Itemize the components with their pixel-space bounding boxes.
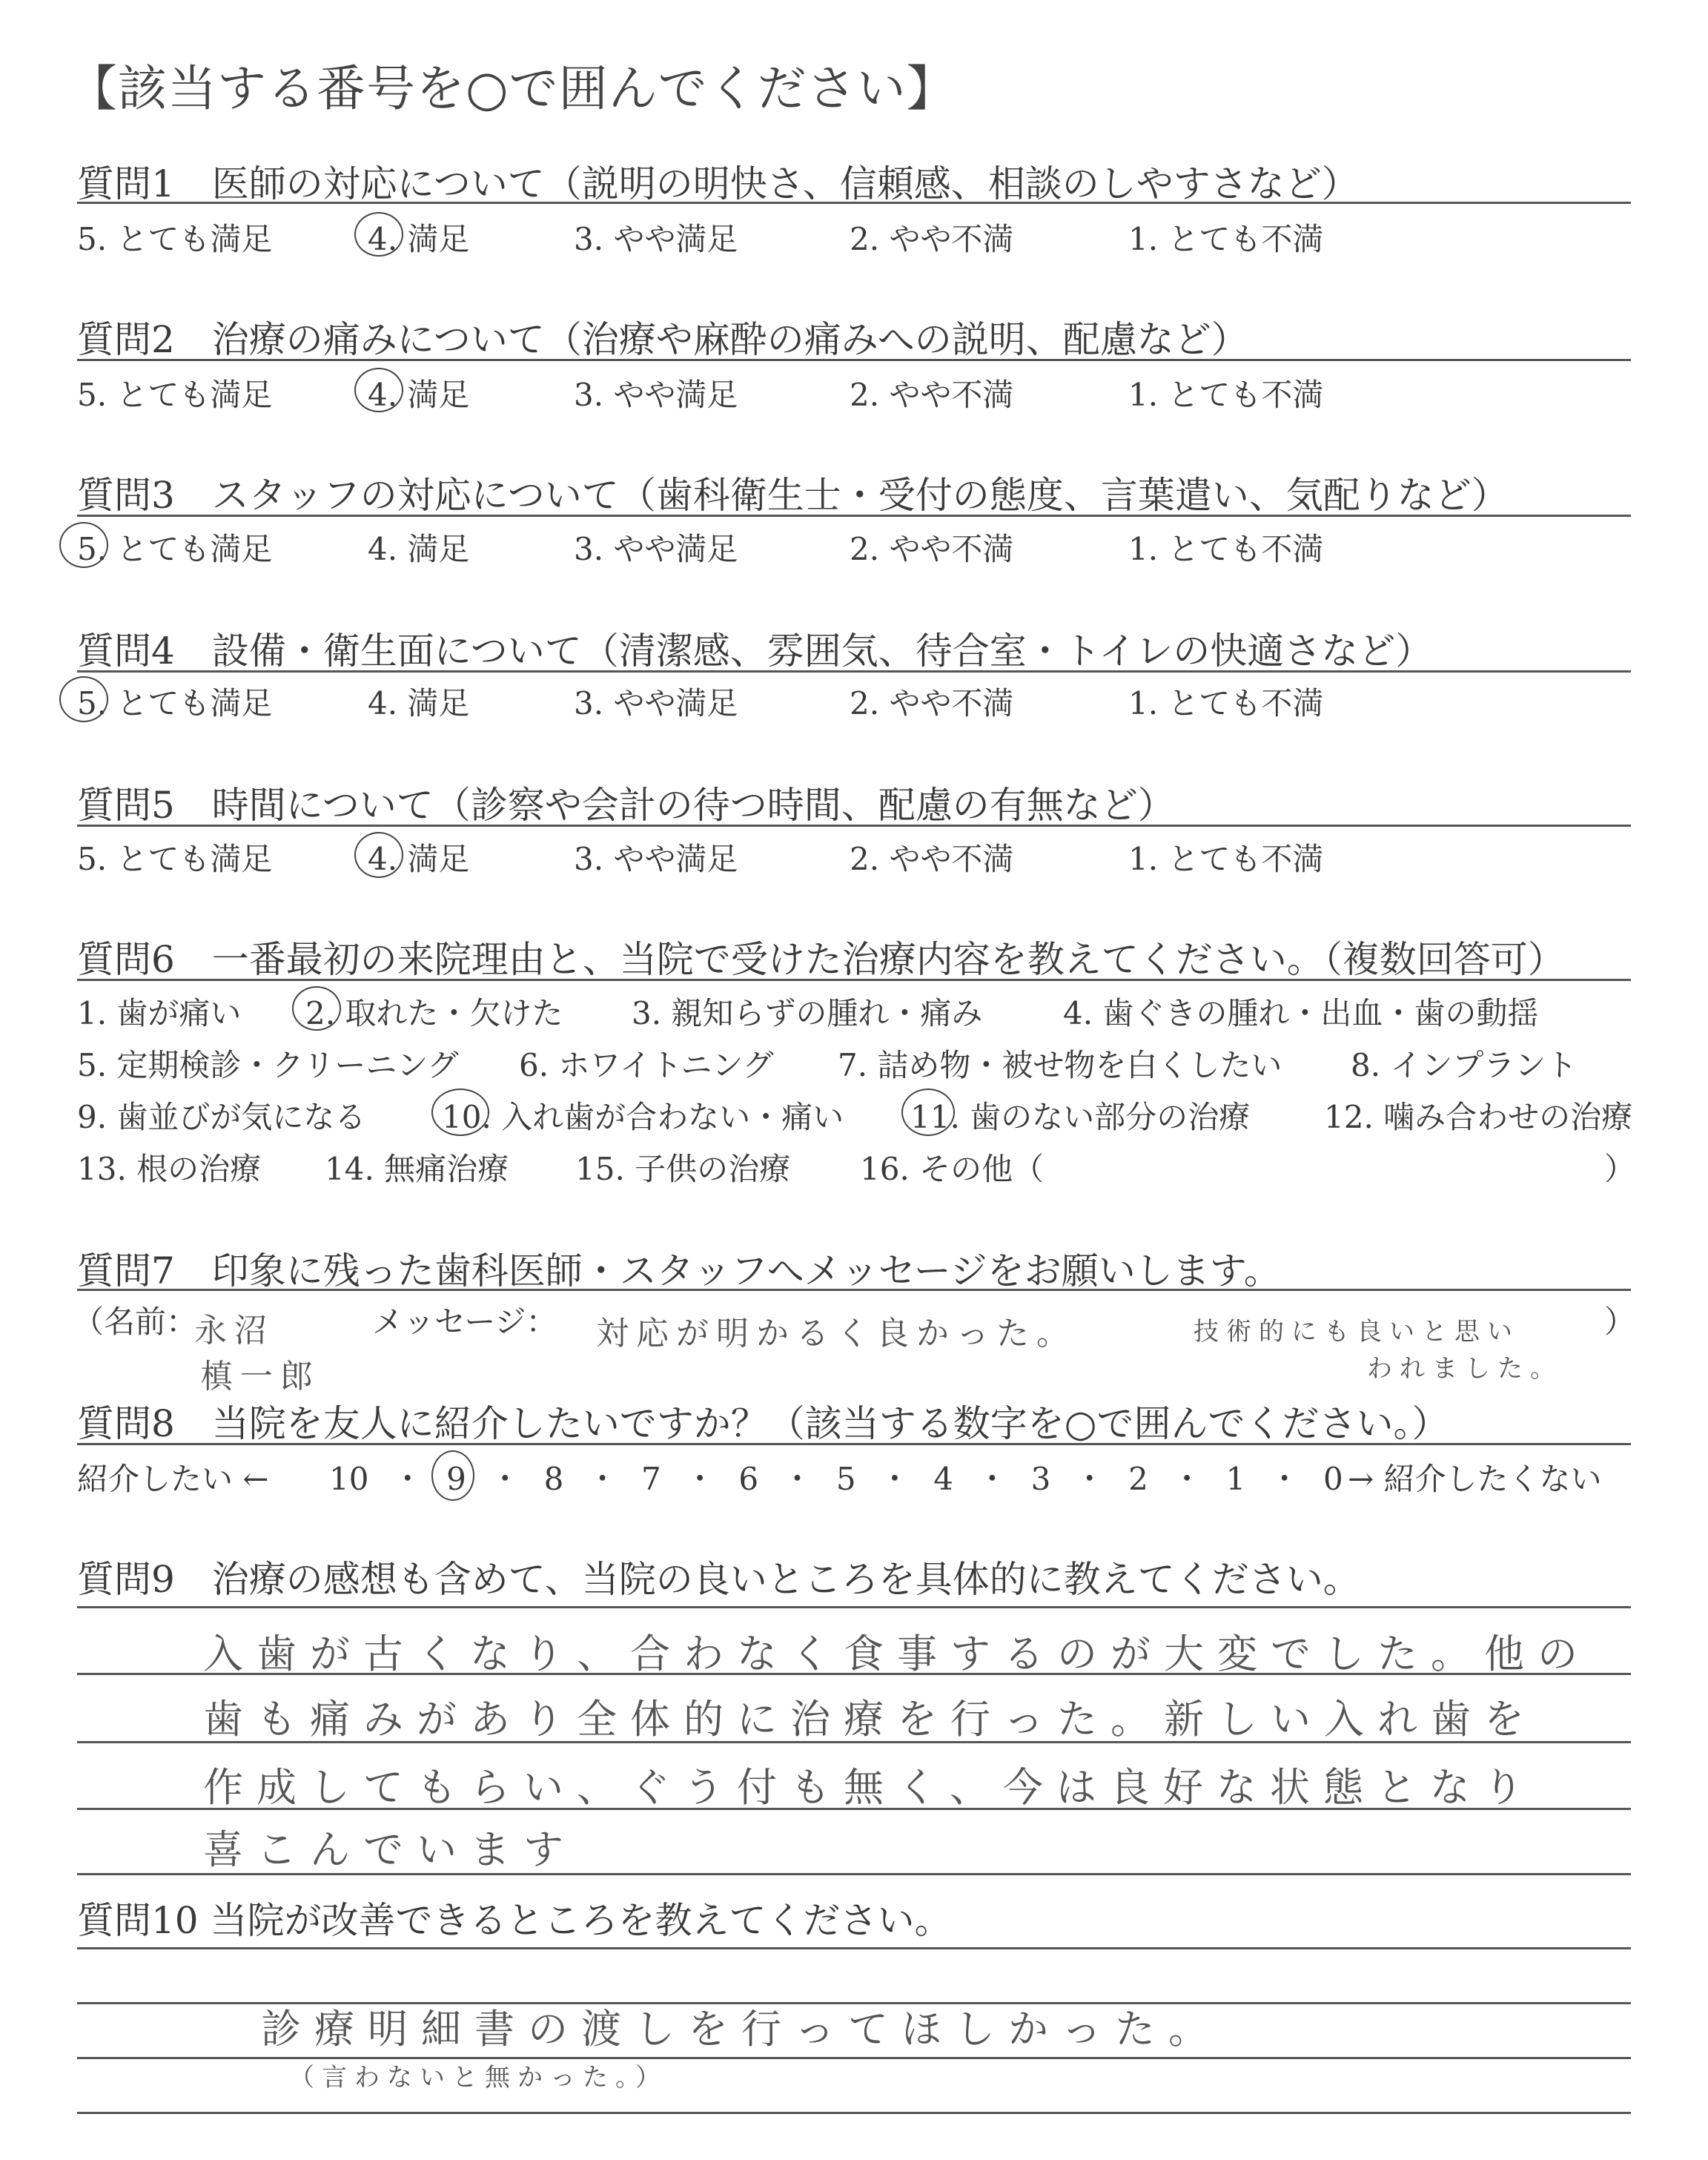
- question-3-title: 質問3 スタッフの対応について（歯科衛生士・受付の態度、言葉遣い、気配りなど）: [77, 474, 1509, 517]
- q8-scale[interactable]: 10 ・ 9 ・ 8 ・ 7 ・ 6 ・ 5 ・ 4 ・ 3 ・ 2 ・ 1 ・ 0: [329, 1461, 1343, 1497]
- question-3-rule: [77, 515, 1631, 517]
- q6-selection-circle-11: [901, 1089, 955, 1136]
- q10-answer-line-1: 診療明細書の渡しを行ってほしかった。: [261, 2006, 1222, 2052]
- question-10-rule-4: [77, 2112, 1631, 2114]
- q3-option-2[interactable]: 2. やや不満: [850, 531, 1014, 567]
- q6-option-14[interactable]: 14. 無痛治療: [325, 1151, 509, 1187]
- q6-option-11[interactable]: 11. 歯のない部分の治療: [910, 1099, 1251, 1135]
- q3-selection-circle: [59, 522, 108, 568]
- question-6-title: 質問6 一番最初の来院理由と、当院で受けた治療内容を教えてください。（複数回答可）: [77, 938, 1565, 981]
- question-10-rule-1: [77, 1947, 1631, 1949]
- q1-option-3[interactable]: 3. やや満足: [574, 221, 738, 257]
- question-4-rule: [77, 670, 1631, 673]
- q1-option-4[interactable]: 4. 満足: [368, 221, 470, 257]
- question-2-rule: [77, 359, 1631, 361]
- q6-option-4[interactable]: 4. 歯ぐきの腫れ・出血・歯の動揺: [1063, 995, 1539, 1031]
- q4-option-3[interactable]: 3. やや満足: [574, 685, 738, 721]
- q6-option-1[interactable]: 1. 歯が痛い: [77, 995, 242, 1031]
- q5-option-5[interactable]: 5. とても満足: [77, 841, 273, 877]
- q10-answer-line-2: （言わないと無かった。）: [289, 2063, 668, 2093]
- q1-option-2[interactable]: 2. やや不満: [850, 221, 1014, 257]
- q7-message-handwritten-1b: 技術的にも良いと思い: [1194, 1317, 1520, 1347]
- q6-option-2[interactable]: 2. 取れた・欠けた: [305, 995, 563, 1031]
- q2-option-3[interactable]: 3. やや満足: [574, 377, 738, 413]
- q6-option-13[interactable]: 13. 根の治療: [77, 1151, 262, 1187]
- q7-name-handwritten-2: 槙一郎: [200, 1358, 320, 1396]
- q9-answer-line-2: 歯も痛みがあり全体的に治療を行った。新しい入れ歯を: [203, 1696, 1537, 1743]
- q6-option-5[interactable]: 5. 定期検診・クリーニング: [77, 1047, 459, 1083]
- q4-selection-circle: [59, 676, 108, 722]
- question-6-rule: [77, 979, 1631, 981]
- q6-option-7[interactable]: 7. 詰め物・被せ物を白くしたい: [838, 1047, 1282, 1083]
- q2-option-4[interactable]: 4. 満足: [368, 377, 470, 413]
- question-4-title: 質問4 設備・衛生面について（清潔感、雰囲気、待合室・トイレの快適さなど）: [77, 630, 1433, 673]
- q5-option-1[interactable]: 1. とても不満: [1128, 841, 1324, 877]
- question-10-title: 質問10 当院が改善できるところを教えてください。: [77, 1899, 952, 1942]
- q7-close-paren: ）: [1604, 1304, 1636, 1340]
- q6-option-3[interactable]: 3. 親知らずの腫れ・痛み: [632, 995, 983, 1031]
- q4-option-5[interactable]: 5. とても満足: [77, 685, 273, 721]
- q6-option-16-close: ）: [1604, 1151, 1636, 1187]
- q7-name-handwritten-1: 永沼: [194, 1312, 274, 1350]
- page-title: 【該当する番号を○で囲んでください】: [68, 60, 956, 117]
- q4-option-4[interactable]: 4. 満足: [368, 685, 470, 721]
- q5-selection-circle: [354, 832, 403, 878]
- question-9-rule-1: [77, 1606, 1631, 1608]
- q1-option-1[interactable]: 1. とても不満: [1128, 221, 1324, 257]
- q4-option-1[interactable]: 1. とても不満: [1128, 685, 1324, 721]
- q6-option-8[interactable]: 8. インプラント: [1351, 1047, 1578, 1083]
- question-2-title: 質問2 治療の痛みについて（治療や麻酔の痛みへの説明、配慮など）: [77, 318, 1248, 361]
- q6-selection-circle-10: [431, 1089, 489, 1136]
- q8-left-label: 紹介したい ←: [77, 1461, 269, 1497]
- q6-option-9[interactable]: 9. 歯並びが気になる: [77, 1099, 366, 1135]
- question-9-title: 質問9 治療の感想も含めて、当院の良いところを具体的に教えてください。: [77, 1558, 1360, 1601]
- q3-option-3[interactable]: 3. やや満足: [574, 531, 738, 567]
- q5-option-4[interactable]: 4. 満足: [368, 841, 470, 877]
- q9-answer-line-4: 喜こんでいます: [203, 1826, 577, 1873]
- q2-option-1[interactable]: 1. とても不満: [1128, 377, 1324, 413]
- q6-option-15[interactable]: 15. 子供の治療: [575, 1151, 791, 1187]
- question-5-title: 質問5 時間について（診察や会計の待つ時間、配慮の有無など）: [77, 784, 1175, 827]
- question-8-rule: [77, 1443, 1631, 1445]
- q8-right-label: → 紹介したくない: [1348, 1461, 1602, 1497]
- q4-option-2[interactable]: 2. やや不満: [850, 685, 1014, 721]
- q5-option-3[interactable]: 3. やや満足: [574, 841, 738, 877]
- question-1-rule: [77, 202, 1631, 204]
- q3-option-1[interactable]: 1. とても不満: [1128, 531, 1324, 567]
- q9-answer-line-1: 入歯が古くなり、合わなく食事するのが大変でした。他の: [203, 1631, 1591, 1677]
- q1-option-5[interactable]: 5. とても満足: [77, 221, 273, 257]
- q2-option-2[interactable]: 2. やや不満: [850, 377, 1014, 413]
- q7-message-handwritten-1: 対応が明かるく良かった。: [596, 1315, 1076, 1353]
- q6-option-12[interactable]: 12. 噛み合わせの治療: [1324, 1099, 1633, 1135]
- q7-name-label: （名前：: [73, 1304, 198, 1340]
- question-8-title: 質問8 当院を友人に紹介したいですか？（該当する数字を○で囲んでください。）: [77, 1402, 1449, 1445]
- q5-option-2[interactable]: 2. やや不満: [850, 841, 1014, 877]
- q3-option-4[interactable]: 4. 満足: [368, 531, 470, 567]
- q1-selection-circle: [354, 212, 403, 257]
- q2-option-5[interactable]: 5. とても満足: [77, 377, 273, 413]
- question-7-title: 質問7 印象に残った歯科医師・スタッフへメッセージをお願いします。: [77, 1249, 1281, 1292]
- q3-option-5[interactable]: 5. とても満足: [77, 531, 273, 567]
- q6-option-10[interactable]: 10. 入れ歯が合わない・痛い: [442, 1099, 844, 1135]
- q9-answer-line-3: 作成してもらい、ぐう付も無く、今は良好な状態となり: [203, 1764, 1537, 1811]
- q6-option-6[interactable]: 6. ホワイトニング: [519, 1047, 774, 1083]
- q2-selection-circle: [354, 368, 403, 412]
- q8-selection-circle-9: [431, 1450, 474, 1501]
- q6-selection-circle-2: [292, 986, 341, 1031]
- q7-message-label: メッセージ：: [372, 1304, 557, 1340]
- question-5-rule: [77, 825, 1631, 827]
- q6-option-16[interactable]: 16. その他（: [860, 1151, 1045, 1187]
- question-1-title: 質問1 医師の対応について（説明の明快さ、信頼感、相談のしやすさなど）: [77, 162, 1359, 205]
- q7-message-handwritten-2: われました。: [1367, 1354, 1563, 1384]
- question-7-rule: [77, 1289, 1631, 1291]
